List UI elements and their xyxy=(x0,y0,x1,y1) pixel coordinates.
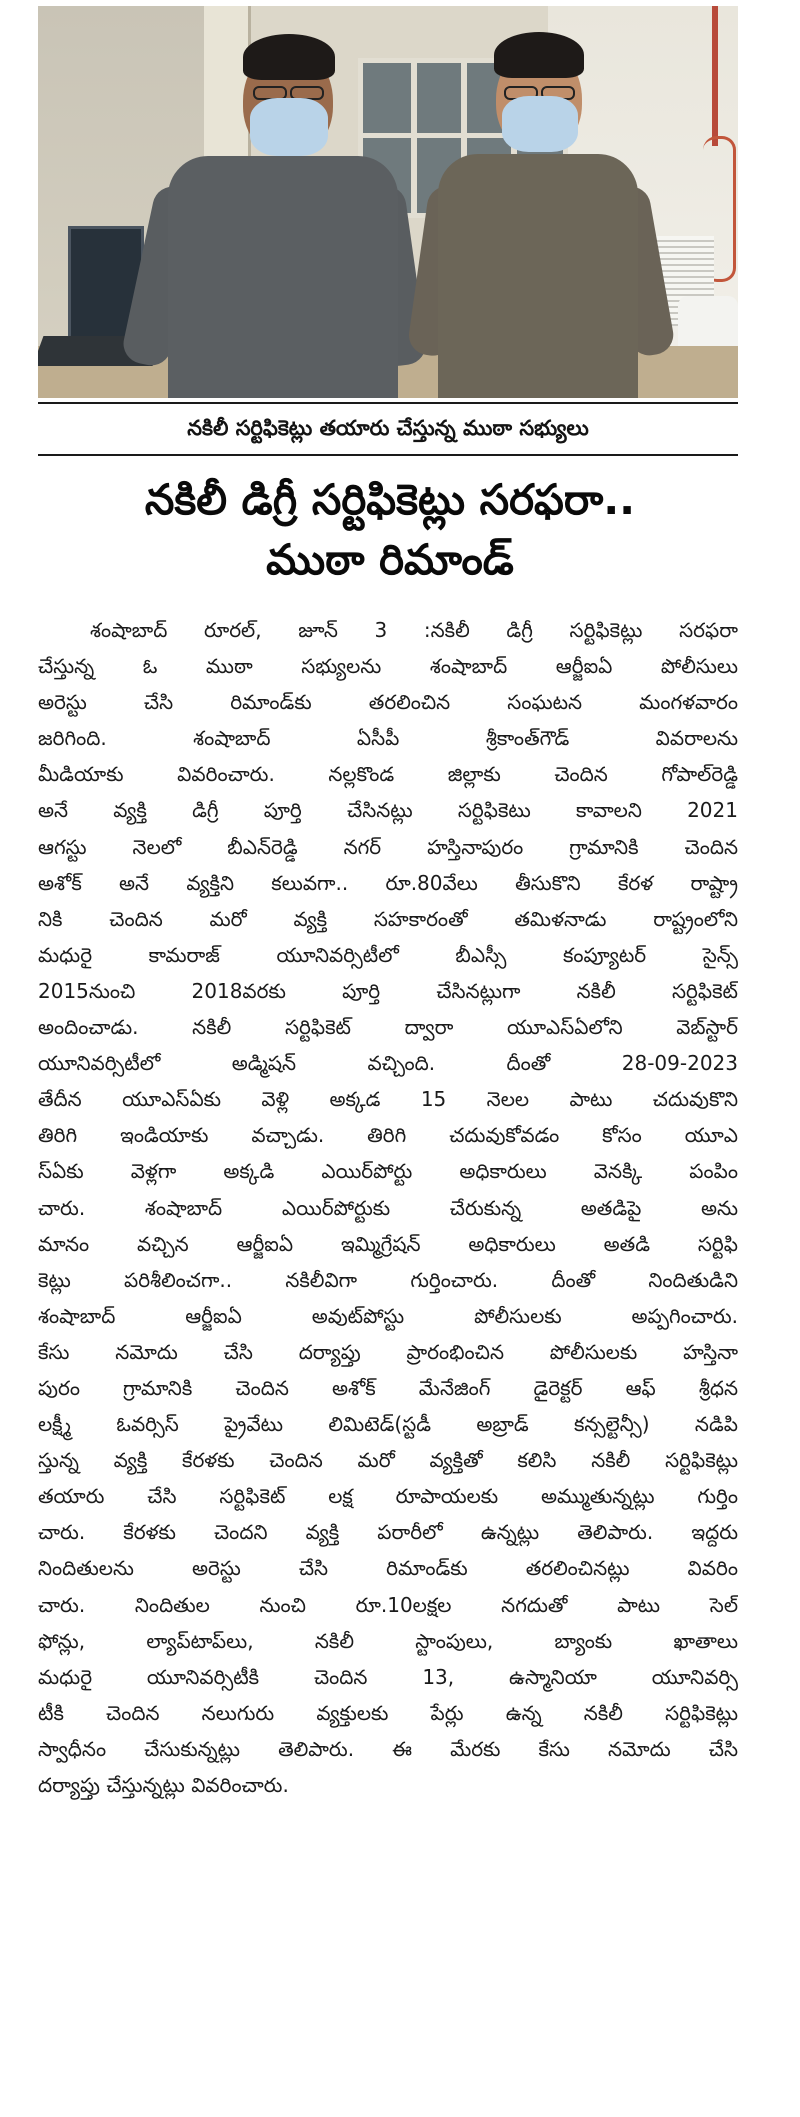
news-photo xyxy=(38,6,738,398)
body-line: ఫోన్లు, ల్యాప్‌టాప్‌లు, నకిలీ స్టాంపులు, బ్యాంకు ఖాతాలు xyxy=(38,1628,738,1653)
body-line: ఆగస్టు నెలలో బీఎన్‌రెడ్డి నగర్ హస్తినాపురం గ్రామానికి చెందిన xyxy=(38,834,738,859)
headline-line: నకిలీ డిగ్రీ సర్టిఫికెట్లు సరఫరా.. xyxy=(144,475,636,524)
news-clipping xyxy=(30,0,740,2117)
body-line: చారు. నిందితుల నుంచి రూ.10లక్షల నగదుతో పాటు సెల్ xyxy=(38,1592,738,1617)
body-line: చేస్తున్న ఓ ముఠా సభ్యులను శంషాబాద్ ఆర్జీఐఏ పోలీసులు xyxy=(38,654,738,679)
body-line: టీకి చెందిన నలుగురు వ్యక్తులకు పేర్లు ఉన్న నకిలీ సర్టిఫికెట్లు xyxy=(38,1700,738,1725)
body-line: అనే వ్యక్తి డిగ్రీ పూర్తి చేసినట్లు సర్టిఫికెటు కావాలని 2021 xyxy=(38,798,738,823)
body-line: నికి చెందిన మరో వ్యక్తి సహకారంతో తమిళనాడు రాష్ట్రంలోని xyxy=(38,906,738,931)
body-line: మధురై కామరాజ్ యూనివర్సిటీలో బీఎస్సీ కంప్యూటర్ సైన్స్ xyxy=(38,942,738,967)
body-line: మానం వచ్చిన ఆర్జీఐఏ ఇమ్మిగ్రేషన్ అధికారులు అతడి సర్టిఫి xyxy=(38,1231,738,1256)
body-line: మధురై యూనివర్సిటీకి చెందిన 13, ఉస్మానియా యూనివర్సి xyxy=(38,1664,738,1689)
headline-line: ముఠా రిమాండ్ xyxy=(266,535,514,584)
body-line: శంషాబాద్ రూరల్, జూన్ 3 :నకిలీ డిగ్రీ సర్టిఫికెట్లు సరఫరా xyxy=(90,618,738,642)
body-line: 2015నుంచి 2018వరకు పూర్తి చేసినట్లుగా నకిలీ సర్టిఫికెట్ xyxy=(38,978,738,1003)
body-line: జరిగింది. శంషాబాద్ ఏసీపీ శ్రీకాంత్‌గౌడ్ వివరాలను xyxy=(38,726,738,751)
body-line: స్వాధీనం చేసుకున్నట్లు తెలిపారు. ఈ మేరకు కేసు నమోదు చేసి xyxy=(38,1736,738,1761)
body-line: తయారు చేసి సర్టిఫికెట్ లక్ష రూపాయలకు అమ్ముతున్నట్లు గుర్తిం xyxy=(38,1484,738,1509)
body-line: చారు. శంషాబాద్ ఎయిర్‌పోర్టుకు చేరుకున్న అతడిపై అను xyxy=(38,1195,738,1220)
body-line: అశోక్ అనే వ్యక్తిని కలువగా.. రూ.80వేలు తీసుకొని కేరళ రాష్ట్రా xyxy=(38,870,738,895)
caption-rule-bottom xyxy=(38,454,738,456)
body-line: అరెస్టు చేసి రిమాండ్‌కు తరలించిన సంఘటన మంగళవారం xyxy=(38,690,738,715)
article-body xyxy=(38,612,738,1803)
face-mask xyxy=(250,98,328,156)
body-line: చారు. కేరళకు చెందని వ్యక్తి పరారీలో ఉన్నట్లు తెలిపారు. ఇద్దరు xyxy=(38,1520,738,1545)
body-line: మీడియాకు వివరించారు. నల్లకొండ జిల్లాకు చెందిన గోపాల్‌రెడ్డి xyxy=(38,762,738,787)
body-line: అందించాడు. నకిలీ సర్టిఫికెట్ ద్వారా యూఎస్ఏలోని వెబ్‌స్టార్ xyxy=(38,1015,738,1040)
body-line: శంషాబాద్ ఆర్జీఐఏ అవుట్‌పోస్టు పోలీసులకు అప్పగించారు. xyxy=(38,1303,738,1328)
body-line: పురం గ్రామానికి చెందిన అశోక్ మేనేజింగ్ డైరెక్టర్ ఆఫ్ శ్రీధన xyxy=(38,1375,738,1400)
body-line: తేదీన యూఎస్ఏకు వెళ్లి అక్కడ 15 నెలల పాటు చదువుకొని xyxy=(38,1087,738,1112)
body-line: కేసు నమోదు చేసి దర్యాప్తు ప్రారంభించిన పోలీసులకు హస్తినా xyxy=(38,1339,738,1364)
face-mask xyxy=(502,96,578,152)
body-line: యూనివర్సిటీలో అడ్మిషన్ వచ్చింది. దీంతో 28-09-2023 xyxy=(38,1051,738,1076)
body-line: లక్ష్మీ ఓవర్సిస్ ప్రైవేటు లిమిటెడ్(స్టడీ అబ్రాడ్ కన్సల్టెన్సీ) నడిపి xyxy=(38,1412,738,1437)
body-line: తిరిగి ఇండియాకు వచ్చాడు. తిరిగి చదువుకోవడం కోసం యూఎ xyxy=(38,1123,738,1148)
body-line: కెట్లు పరిశీలించగా.. నకిలీవిగా గుర్తించారు. దీంతో నిందితుడిని xyxy=(38,1267,738,1292)
body-line: దర్యాప్తు చేస్తున్నట్లు వివరించారు. xyxy=(38,1773,289,1797)
body-line: స్తున్న వ్యక్తి కేరళకు చెందిన మరో వ్యక్తితో కలిసి నకిలీ సర్టిఫికెట్లు xyxy=(38,1448,738,1473)
headline xyxy=(30,470,750,590)
body-line: నిందితులను అరెస్టు చేసి రిమాండ్‌కు తరలించినట్లు వివరిం xyxy=(38,1556,738,1581)
photo-caption: నకిలీ సర్టిఫికెట్లు తయారు చేస్తున్న ముఠా సభ్యులు xyxy=(187,416,589,440)
body-line: స్ఏకు వెళ్లగా అక్కడి ఎయిర్‌పోర్టు అధికారులు వెనక్కి పంపిం xyxy=(38,1159,738,1184)
